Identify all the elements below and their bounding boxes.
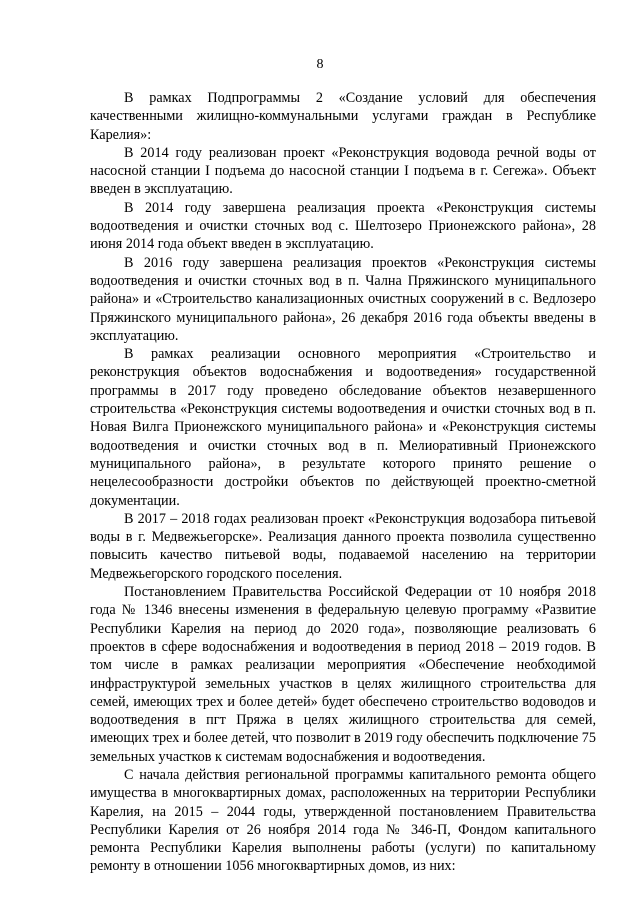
document-body xyxy=(90,89,596,876)
paragraph-capital-repair: С начала действия региональной программы капитального ремонта общего имущества в многоквартирных домах, расположенных на территории Республики Карелия, на 2015 – 2044 годы, утвержденной постановлением Правительства Республики Карелия от 26 ноября 2014 года № 346-П, Фондом капитального ремонта Республики Карелия выполнены работы (услуги) по капитальному ремонту в отношении 1056 многоквартирных домов, из них: xyxy=(90,766,596,875)
paragraph-federal-resolution: Постановлением Правительства Российской Федерации от 10 ноября 2018 года № 1346 внесены изменения в федеральную целевую программу «Развитие Республики Карелия на период до 2020 года», позволяющие реализовать 6 проектов в сфере водоснабжения и водоотведения в период 2018 – 2019 годов. В том числе в рамках реализации мероприятия «Обеспечение необходимой инфраструктурой земельных участков в целях жилищного строительства для семей, имеющих трех и более детей» будет обеспечено строительство водоводов и водоотведения в пгт Пряжа в целях жилищного строительства для семей, имеющих трех и более детей, что позволит в 2019 году обеспечить подключение 75 земельных участков к системам водоснабжения и водоотведения. xyxy=(90,584,596,765)
paragraph-2016-projects: В 2016 году завершена реализация проектов «Реконструкция системы водоотведения и очистки сточных вод в п. Чална Пряжинского муниципального района» и «Строительство канализационных очистных сооружений в с. Ведлозеро Пряжинского муниципального района», 26 декабря 2016 года объекты введены в эксплуатацию. xyxy=(90,254,596,344)
paragraph-sheltozero-project: В 2014 году завершена реализация проекта «Реконструкция системы водоотведения и очистки сточных вод с. Шелтозеро Прионежского района», 28 июня 2014 года объект введен в эксплуатацию. xyxy=(90,199,596,253)
paragraph-2017-survey: В рамках реализации основного мероприятия «Строительство и реконструкция объектов водоснабжения и водоотведения» государственной программы в 2017 году проведено обследование объектов незавершенного строительства «Реконструкция системы водоотведения и очистки сточных вод в п. Новая Вилга Прионежского муниципального района» и «Реконструкция системы водоотведения и очистки сточных вод в п. Мелиоративный Прионежского муниципального района», в результате которого принято решение о нецелесообразности достройки объектов по действующей проектно-сметной документации. xyxy=(90,346,596,509)
paragraph-subprogram-intro: В рамках Подпрограммы 2 «Создание условий для обеспечения качественными жилищно-коммунальными услугами граждан в Республике Карелия»: xyxy=(90,90,596,143)
page-number: 8 xyxy=(316,57,324,72)
paragraph-segezha-project: В 2014 году реализован проект «Реконструкция водовода речной воды от насосной станции I подъема до насосной станции I подъема в г. Сегежа». Объект введен в эксплуатацию. xyxy=(90,144,596,198)
paragraph-medvezhyegorsk-project: В 2017 – 2018 годах реализован проект «Реконструкция водозабора питьевой воды в г. Медвежьегорске». Реализация данного проекта позволила существенно повысить качество питьевой воды, подаваемой населению на территории Медвежьегорского городского поселения. xyxy=(90,510,596,582)
